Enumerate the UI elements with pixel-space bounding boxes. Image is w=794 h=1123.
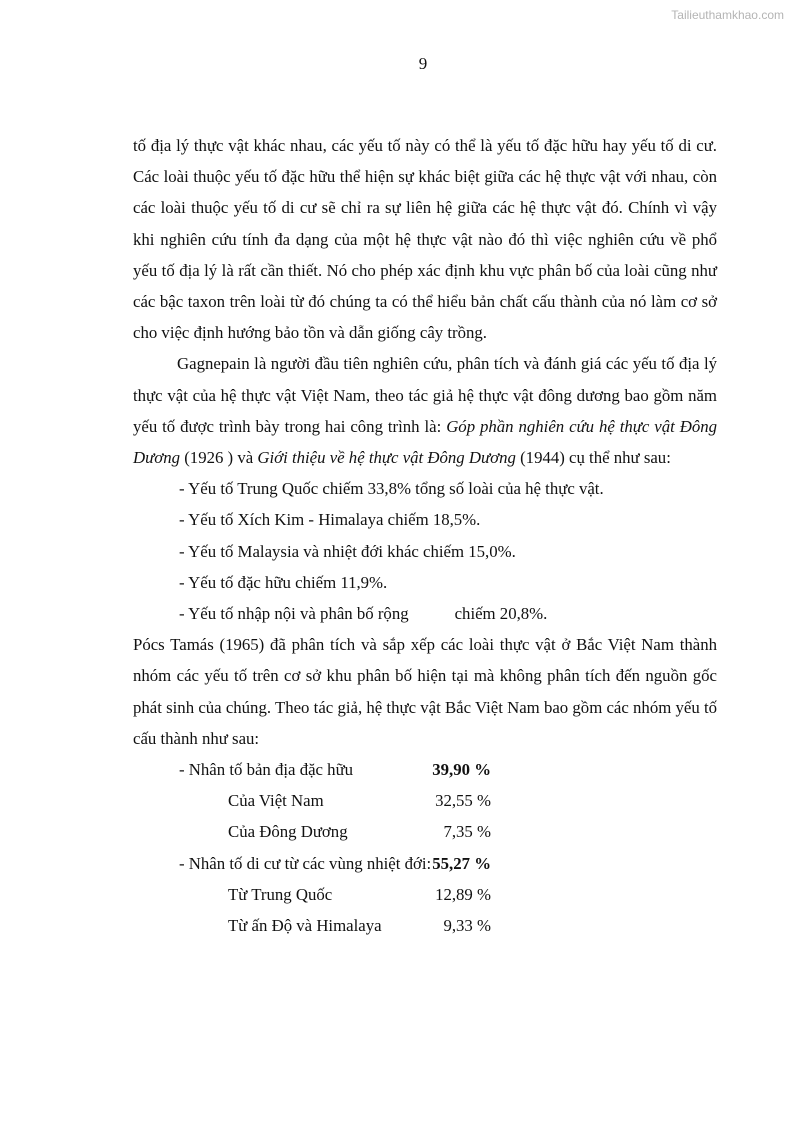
stat-value: 9,33 % [443, 916, 491, 935]
stat-label: Của Việt Nam [228, 791, 324, 811]
stat-label: - Nhân tố bản địa đặc hữu [179, 760, 354, 780]
list-item: - Yếu tố Malaysia và nhiệt đới khác chiếm 15,0%. [179, 541, 516, 561]
paragraph-gagnepain-year1: (1926 ) và [180, 448, 258, 468]
paragraph-pocs: Pócs Tamás (1965) đã phân tích và sắp xếp các loài thực vật ở Bắc Việt Nam thành nhóm các yếu tố trên cơ sở khu phân bố hiện tại mà không phân tích đến nguồn gốc phát sinh của chúng. Theo tác giả, hệ thực vật Bắc Việt Nam bao gồm các nhóm yếu tố cấu thành như sau: [133, 635, 717, 748]
stat-label: Từ ấn Độ và Himalaya [228, 916, 382, 935]
stat-row-vietnam [133, 785, 717, 816]
paragraph-intro: tố địa lý thực vật khác nhau, các yếu tố này có thể là yếu tố đặc hữu hay yếu tố di cư. Các loài thuộc yếu tố đặc hữu thể hiện sự khác biệt giữa các hệ thực vật với nhau, còn các loài thuộc yếu tố di cư sẽ chỉ ra sự liên hệ giữa các hệ thực vật đó. Chính vì vậy khi nghiên cứu tính đa dạng của một hệ thực vật nào đó thì việc nghiên cứu về phổ yếu tố địa lý là rất cần thiết. Nó cho phép xác định khu vực phân bố của loài cũng như các bậc taxon trên loài từ đó chúng ta có thể hiểu bản chất cấu thành của nó làm cơ sở cho việc định hướng bảo tồn và dẫn giống cây trồng. [133, 136, 717, 343]
stat-value: 7,35 % [443, 822, 491, 842]
stat-row-endemic [133, 754, 717, 785]
stat-row-migrant [133, 848, 717, 879]
watermark: Tailieuthamkhao.com [671, 8, 784, 22]
paragraph-gagnepain-end: (1944) cụ thể như sau: [515, 448, 671, 468]
paragraph-gagnepain-text: Gagnepain là người đầu tiên nghiên cứu, phân tích và đánh giá các yếu tố địa lý thực vật của hệ thực vật Việt Nam, theo tác giả hệ thực vật đông dương bao gồm năm yếu tố được trình bày trong hai công trình là: [133, 354, 717, 436]
stat-value: 12,89 % [435, 884, 491, 904]
stat-label: Của Đông Dương [228, 822, 348, 842]
stat-label: Từ Trung Quốc [228, 884, 333, 904]
work-title-2: Giới thiệu về hệ thực vật Đông Dương [257, 448, 516, 468]
list-item-label: - Yếu tố nhập nội và phân bố rộng [179, 604, 409, 624]
list-item [133, 598, 717, 629]
stat-row-china [133, 879, 717, 910]
document-body [133, 130, 717, 941]
list-item: - Yếu tố Trung Quốc chiếm 33,8% tổng số loài của hệ thực vật. [179, 479, 604, 499]
stat-value: 39,90 % [432, 760, 491, 780]
stat-row-india-himalaya [133, 910, 717, 941]
stat-label: - Nhân tố di cư từ các vùng nhiệt đới: [179, 853, 432, 873]
stat-value: 32,55 % [435, 791, 491, 811]
stat-value: 55,27 % [432, 853, 491, 873]
work-title-1: Góp phần nghiên cứu hệ thực vật Đông Dương [133, 416, 718, 468]
page-number: 9 [418, 54, 428, 73]
stat-row-indochina [133, 816, 717, 847]
list-item: - Yếu tố đặc hữu chiếm 11,9%. [179, 572, 388, 592]
list-item-value: chiếm 20,8%. [454, 604, 548, 624]
paragraph-gagnepain [133, 348, 717, 473]
list-item: - Yếu tố Xích Kim - Himalaya chiếm 18,5%. [179, 510, 481, 530]
